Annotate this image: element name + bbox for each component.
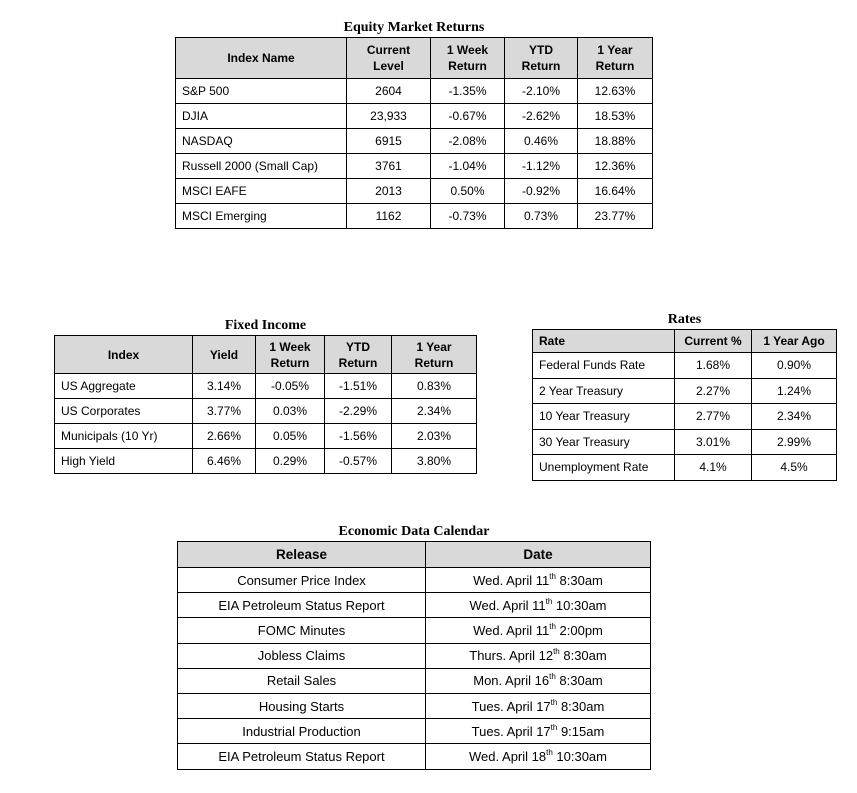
table-row <box>176 79 653 104</box>
release-name: Housing Starts <box>178 693 426 718</box>
rate-name: 2 Year Treasury <box>533 378 675 404</box>
column-header: YTD Return <box>505 38 578 79</box>
table-row <box>55 424 477 449</box>
yield: 3.14% <box>193 374 256 399</box>
week-return: -1.04% <box>431 154 505 179</box>
year-ago-rate: 1.24% <box>752 378 837 404</box>
column-header: Current Level <box>347 38 431 79</box>
current-rate: 2.27% <box>675 378 752 404</box>
date-text: Tues. April 17 <box>471 723 551 739</box>
ytd-return: 0.73% <box>505 204 578 229</box>
yield: 6.46% <box>193 449 256 474</box>
table-row <box>176 179 653 204</box>
release-date <box>426 593 651 618</box>
date-text: Wed. April 11 <box>473 572 550 588</box>
index-name: Municipals (10 Yr) <box>55 424 193 449</box>
time-text: 9:15am <box>557 723 605 739</box>
date-suffix: th <box>545 596 553 606</box>
table-row <box>533 455 837 481</box>
date-text: Thurs. April 12 <box>469 648 554 664</box>
date-suffix: th <box>549 571 556 581</box>
current-level: 1162 <box>347 204 431 229</box>
index-name: Russell 2000 (Small Cap) <box>176 154 347 179</box>
year-return: 2.03% <box>392 424 477 449</box>
table-row <box>178 618 651 643</box>
column-header: 1 Year Ago <box>752 330 837 353</box>
date-text: Mon. April 16 <box>473 673 550 689</box>
year-ago-rate: 0.90% <box>752 353 837 379</box>
time-text: 8:30am <box>555 572 603 588</box>
ytd-return: -1.51% <box>325 374 392 399</box>
week-return: -1.35% <box>431 79 505 104</box>
fixed-income-header-row <box>55 336 477 374</box>
yield: 3.77% <box>193 399 256 424</box>
equity-market-returns <box>175 19 653 229</box>
equity-title: Equity Market Returns <box>343 20 485 35</box>
date-suffix: th <box>553 647 560 657</box>
date-text: Tues. April 17 <box>471 698 551 714</box>
year-return: 18.53% <box>578 104 653 129</box>
column-header: Date <box>426 542 651 568</box>
year-return: 0.83% <box>392 374 477 399</box>
table-row <box>178 643 651 668</box>
rate-name: 30 Year Treasury <box>533 429 675 455</box>
release-date <box>426 693 651 718</box>
rates-title: Rates <box>667 312 702 327</box>
index-name: High Yield <box>55 449 193 474</box>
index-name: DJIA <box>176 104 347 129</box>
rate-name: Unemployment Rate <box>533 455 675 481</box>
current-level: 2604 <box>347 79 431 104</box>
week-return: 0.50% <box>431 179 505 204</box>
table-row <box>176 104 653 129</box>
table-row <box>176 204 653 229</box>
table-row <box>55 449 477 474</box>
rate-name: Federal Funds Rate <box>533 353 675 379</box>
equity-table <box>175 37 653 229</box>
year-return: 3.80% <box>392 449 477 474</box>
week-return: -0.73% <box>431 204 505 229</box>
release-name: FOMC Minutes <box>178 618 426 643</box>
year-return: 12.36% <box>578 154 653 179</box>
time-text: 8:30am <box>555 673 603 689</box>
ytd-return: 0.46% <box>505 129 578 154</box>
release-date <box>426 668 651 693</box>
week-return: -2.08% <box>431 129 505 154</box>
release-date <box>426 568 651 593</box>
rates-header-row <box>533 330 837 353</box>
current-level: 6915 <box>347 129 431 154</box>
date-suffix: th <box>549 672 556 682</box>
column-header: Yield <box>193 336 256 374</box>
ytd-return: -2.29% <box>325 399 392 424</box>
ytd-return: -2.62% <box>505 104 578 129</box>
year-return: 18.88% <box>578 129 653 154</box>
time-text: 8:30am <box>557 698 605 714</box>
date-text: Wed. April 11 <box>473 622 550 638</box>
week-return: -0.05% <box>256 374 325 399</box>
column-header: Index <box>55 336 193 374</box>
column-header: 1 Year Return <box>578 38 653 79</box>
week-return: 0.05% <box>256 424 325 449</box>
table-row <box>533 429 837 455</box>
year-ago-rate: 2.34% <box>752 404 837 430</box>
table-row <box>176 154 653 179</box>
date-text: Wed. April 11 <box>469 597 546 613</box>
release-date <box>426 744 651 769</box>
column-header: Rate <box>533 330 675 353</box>
column-header: 1 Week Return <box>256 336 325 374</box>
rates-table <box>532 329 837 481</box>
column-header: Release <box>178 542 426 568</box>
year-return: 23.77% <box>578 204 653 229</box>
year-ago-rate: 2.99% <box>752 429 837 455</box>
index-name: MSCI Emerging <box>176 204 347 229</box>
year-return: 2.34% <box>392 399 477 424</box>
column-header: 1 Week Return <box>431 38 505 79</box>
table-row <box>178 568 651 593</box>
yield: 2.66% <box>193 424 256 449</box>
release-name: Consumer Price Index <box>178 568 426 593</box>
date-suffix: th <box>550 697 558 707</box>
column-header: Current % <box>675 330 752 353</box>
table-row <box>533 353 837 379</box>
release-name: Industrial Production <box>178 719 426 744</box>
release-date <box>426 618 651 643</box>
rates <box>532 311 837 481</box>
table-row <box>533 404 837 430</box>
fixed-income-title: Fixed Income <box>224 318 307 333</box>
time-text: 10:30am <box>552 748 607 764</box>
fixed-income-table <box>54 335 477 474</box>
ytd-return: -0.92% <box>505 179 578 204</box>
index-name: NASDAQ <box>176 129 347 154</box>
table-row <box>178 719 651 744</box>
column-header: 1 Year Return <box>392 336 477 374</box>
index-name: S&P 500 <box>176 79 347 104</box>
ytd-return: -0.57% <box>325 449 392 474</box>
release-date <box>426 719 651 744</box>
time-text: 10:30am <box>552 597 607 613</box>
table-row <box>55 374 477 399</box>
week-return: 0.29% <box>256 449 325 474</box>
release-date <box>426 643 651 668</box>
current-level: 23,933 <box>347 104 431 129</box>
current-rate: 4.1% <box>675 455 752 481</box>
current-rate: 1.68% <box>675 353 752 379</box>
table-row <box>178 668 651 693</box>
current-rate: 2.77% <box>675 404 752 430</box>
year-return: 16.64% <box>578 179 653 204</box>
table-row <box>178 693 651 718</box>
ytd-return: -1.56% <box>325 424 392 449</box>
current-level: 2013 <box>347 179 431 204</box>
ytd-return: -1.12% <box>505 154 578 179</box>
current-level: 3761 <box>347 154 431 179</box>
week-return: 0.03% <box>256 399 325 424</box>
table-row <box>55 399 477 424</box>
column-header: YTD Return <box>325 336 392 374</box>
release-name: Jobless Claims <box>178 643 426 668</box>
fixed-income <box>54 317 477 474</box>
table-row <box>178 593 651 618</box>
release-name: Retail Sales <box>178 668 426 693</box>
year-return: 12.63% <box>578 79 653 104</box>
column-header: Index Name <box>176 38 347 79</box>
calendar-header-row <box>178 542 651 568</box>
release-name: EIA Petroleum Status Report <box>178 744 426 769</box>
date-suffix: th <box>549 621 556 631</box>
date-suffix: th <box>550 722 558 732</box>
index-name: US Corporates <box>55 399 193 424</box>
rate-name: 10 Year Treasury <box>533 404 675 430</box>
date-suffix: th <box>546 747 553 757</box>
current-rate: 3.01% <box>675 429 752 455</box>
week-return: -0.67% <box>431 104 505 129</box>
index-name: MSCI EAFE <box>176 179 347 204</box>
index-name: US Aggregate <box>55 374 193 399</box>
table-row <box>176 129 653 154</box>
release-name: EIA Petroleum Status Report <box>178 593 426 618</box>
time-text: 8:30am <box>559 648 607 664</box>
calendar-table <box>177 541 651 770</box>
economic-data-calendar <box>177 523 651 770</box>
ytd-return: -2.10% <box>505 79 578 104</box>
table-row <box>533 378 837 404</box>
calendar-title: Economic Data Calendar <box>338 524 490 539</box>
year-ago-rate: 4.5% <box>752 455 837 481</box>
date-text: Wed. April 18 <box>469 748 547 764</box>
equity-header-row <box>176 38 653 79</box>
table-row <box>178 744 651 769</box>
time-text: 2:00pm <box>555 622 603 638</box>
